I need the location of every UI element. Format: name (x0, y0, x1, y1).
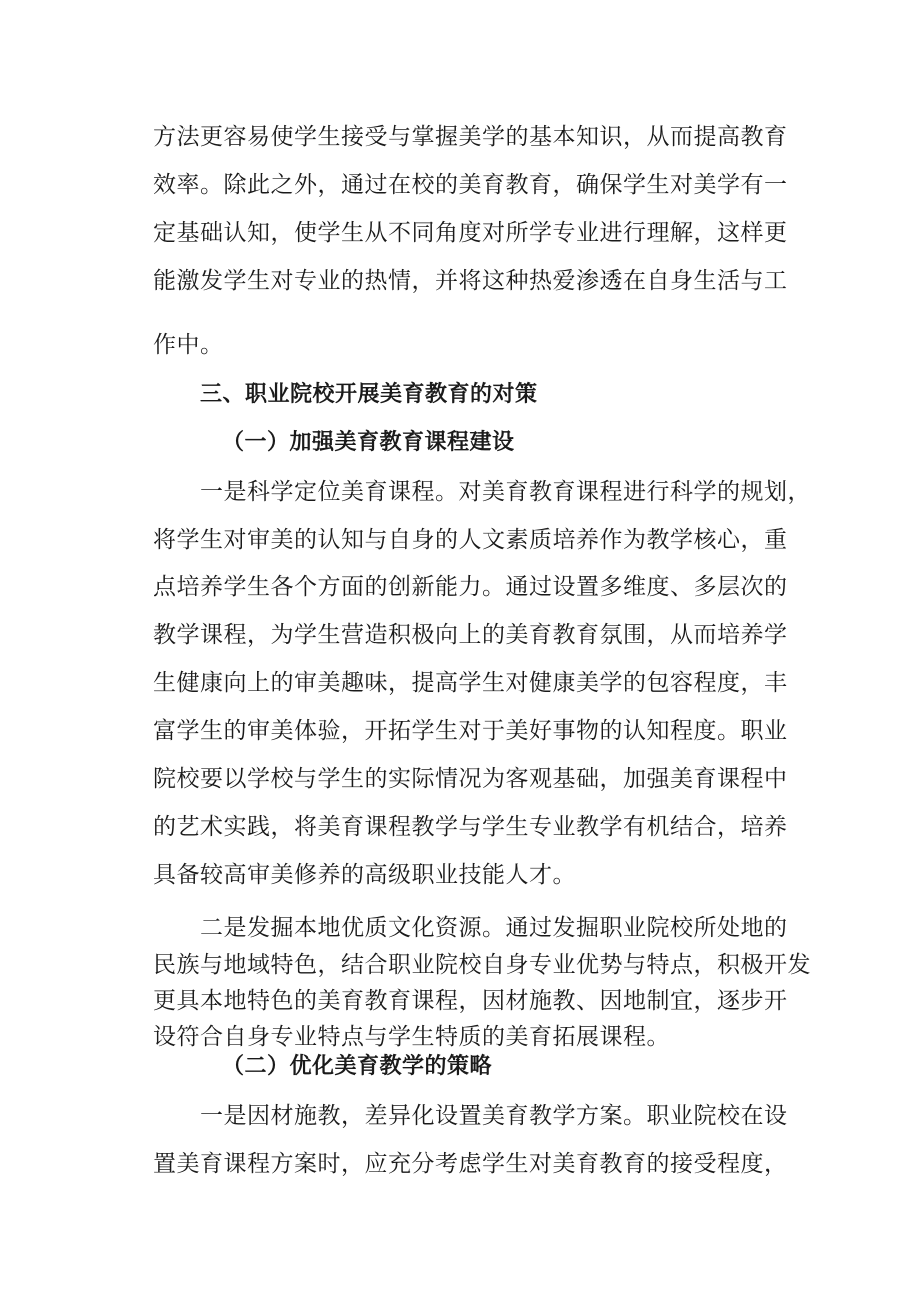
paragraph-line: 一是科学定位美育课程。对美育教育课程进行科学的规划， (200, 479, 811, 505)
paragraph-line: 点培养学生各个方面的创新能力。通过设置多维度、多层次的 (153, 574, 788, 600)
paragraph-line: 富学生的审美体验，开拓学生对于美好事物的认知程度。职业 (153, 718, 788, 744)
paragraph-line: 院校要以学校与学生的实际情况为客观基础，加强美育课程中 (153, 766, 788, 792)
paragraph-line: 的艺术实践，将美育课程教学与学生专业教学有机结合，培养 (153, 814, 788, 840)
paragraph-line: 更具本地特色的美育教育课程，因材施教、因地制宜，逐步开 (153, 988, 788, 1014)
paragraph-line: 教学课程，为学生营造积极向上的美育教育氛围，从而培养学 (153, 622, 788, 648)
paragraph-line: 能激发学生对专业的热情，并将这种热爱渗透在自身生活与工 (153, 268, 788, 294)
paragraph-line: 二是发掘本地优质文化资源。通过发掘职业院校所处地的 (200, 915, 788, 941)
paragraph-line: 将学生对审美的认知与自身的人文素质培养作为教学核心，重 (153, 527, 788, 553)
paragraph-line: 具备较高审美修养的高级职业技能人才。 (153, 862, 576, 888)
subsection-heading: （二）优化美育教学的策略 (222, 1054, 493, 1079)
paragraph-line: 定基础认知，使学生从不同角度对所学专业进行理解，这样更 (153, 220, 788, 246)
paragraph-line: 方法更容易使学生接受与掌握美学的基本知识，从而提高教育 (153, 124, 788, 150)
subsection-heading: （一）加强美育教育课程建设 (222, 430, 515, 455)
paragraph-line: 置美育课程方案时，应充分考虑学生对美育教育的接受程度， (153, 1151, 788, 1177)
section-heading: 三、职业院校开展美育教育的对策 (200, 382, 538, 407)
paragraph-line: 民族与地域特色，结合职业院校自身专业优势与特点，积极开发 (153, 952, 811, 978)
paragraph-line: 作中。 (153, 332, 224, 358)
paragraph-line: 一是因材施教，差异化设置美育教学方案。职业院校在设 (200, 1103, 788, 1129)
paragraph-line: 生健康向上的审美趣味，提高学生对健康美学的包容程度，丰 (153, 670, 788, 696)
paragraph-line: 设符合自身专业特点与学生特质的美育拓展课程。 (153, 1024, 670, 1050)
paragraph-line: 效率。除此之外，通过在校的美育教育，确保学生对美学有一 (153, 172, 788, 198)
